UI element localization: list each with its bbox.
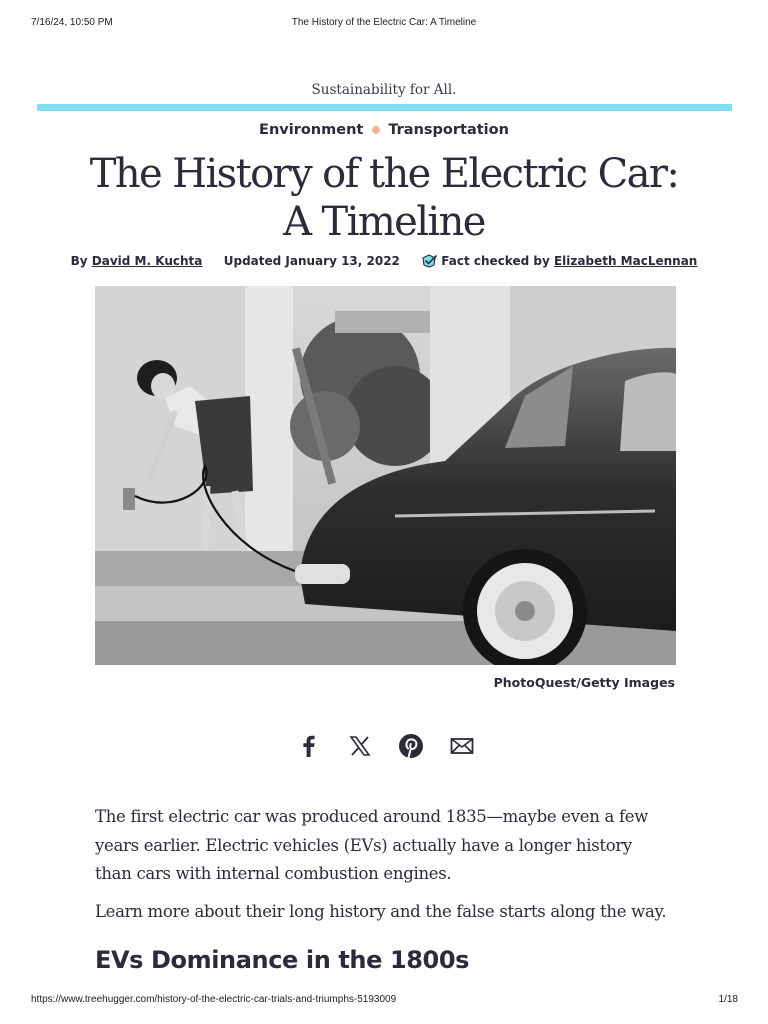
separator-dot [372, 126, 380, 134]
x-twitter-icon[interactable] [347, 733, 373, 759]
hero-image [95, 286, 676, 665]
fact-checked-label: Fact checked by [441, 254, 550, 268]
fact-checker-link[interactable]: Elizabeth MacLennan [553, 254, 698, 268]
updated-date: Updated January 13, 2022 [223, 254, 400, 268]
section-heading: EVs Dominance in the 1800s [95, 946, 470, 974]
by-label: By [70, 254, 88, 268]
site-tagline: Sustainability for All. [311, 82, 457, 98]
email-icon[interactable] [449, 733, 475, 759]
article-title-line2: A Timeline [283, 199, 485, 245]
author-link[interactable]: David M. Kuchta [91, 254, 203, 268]
print-url: https://www.treehugger.com/history-of-the-electric-car-trials-and-triumphs-5193009 [31, 994, 397, 1005]
facebook-icon[interactable] [296, 733, 322, 759]
intro-paragraph: The first electric car was produced around 1835—maybe even a few years earlier. Electric vehicles (EVs) actually have a longer history than cars with internal combustion engines. [95, 807, 649, 883]
category-link-environment[interactable]: Environment [259, 122, 364, 138]
print-page-number: 1/18 [718, 994, 738, 1005]
accent-bar [37, 104, 732, 111]
category-breadcrumb [0, 122, 768, 138]
print-datetime: 7/16/24, 10:50 PM [31, 17, 113, 28]
category-link-transportation[interactable]: Transportation [388, 122, 509, 138]
print-footer [0, 994, 768, 1008]
intro-paragraph-2: Learn more about their long history and the false starts along the way. [95, 902, 667, 921]
print-doc-title: The History of the Electric Car: A Timeline [291, 17, 477, 28]
article-title [60, 150, 708, 246]
fact-check-icon [421, 254, 437, 271]
hero-image-illustration [95, 286, 676, 665]
article-title-line1: The History of the Electric Car: [89, 151, 679, 197]
share-bar [0, 733, 768, 759]
print-header [0, 17, 768, 31]
pinterest-icon[interactable] [398, 733, 424, 759]
byline [0, 254, 768, 271]
image-credit: PhotoQuest/Getty Images [493, 675, 675, 690]
